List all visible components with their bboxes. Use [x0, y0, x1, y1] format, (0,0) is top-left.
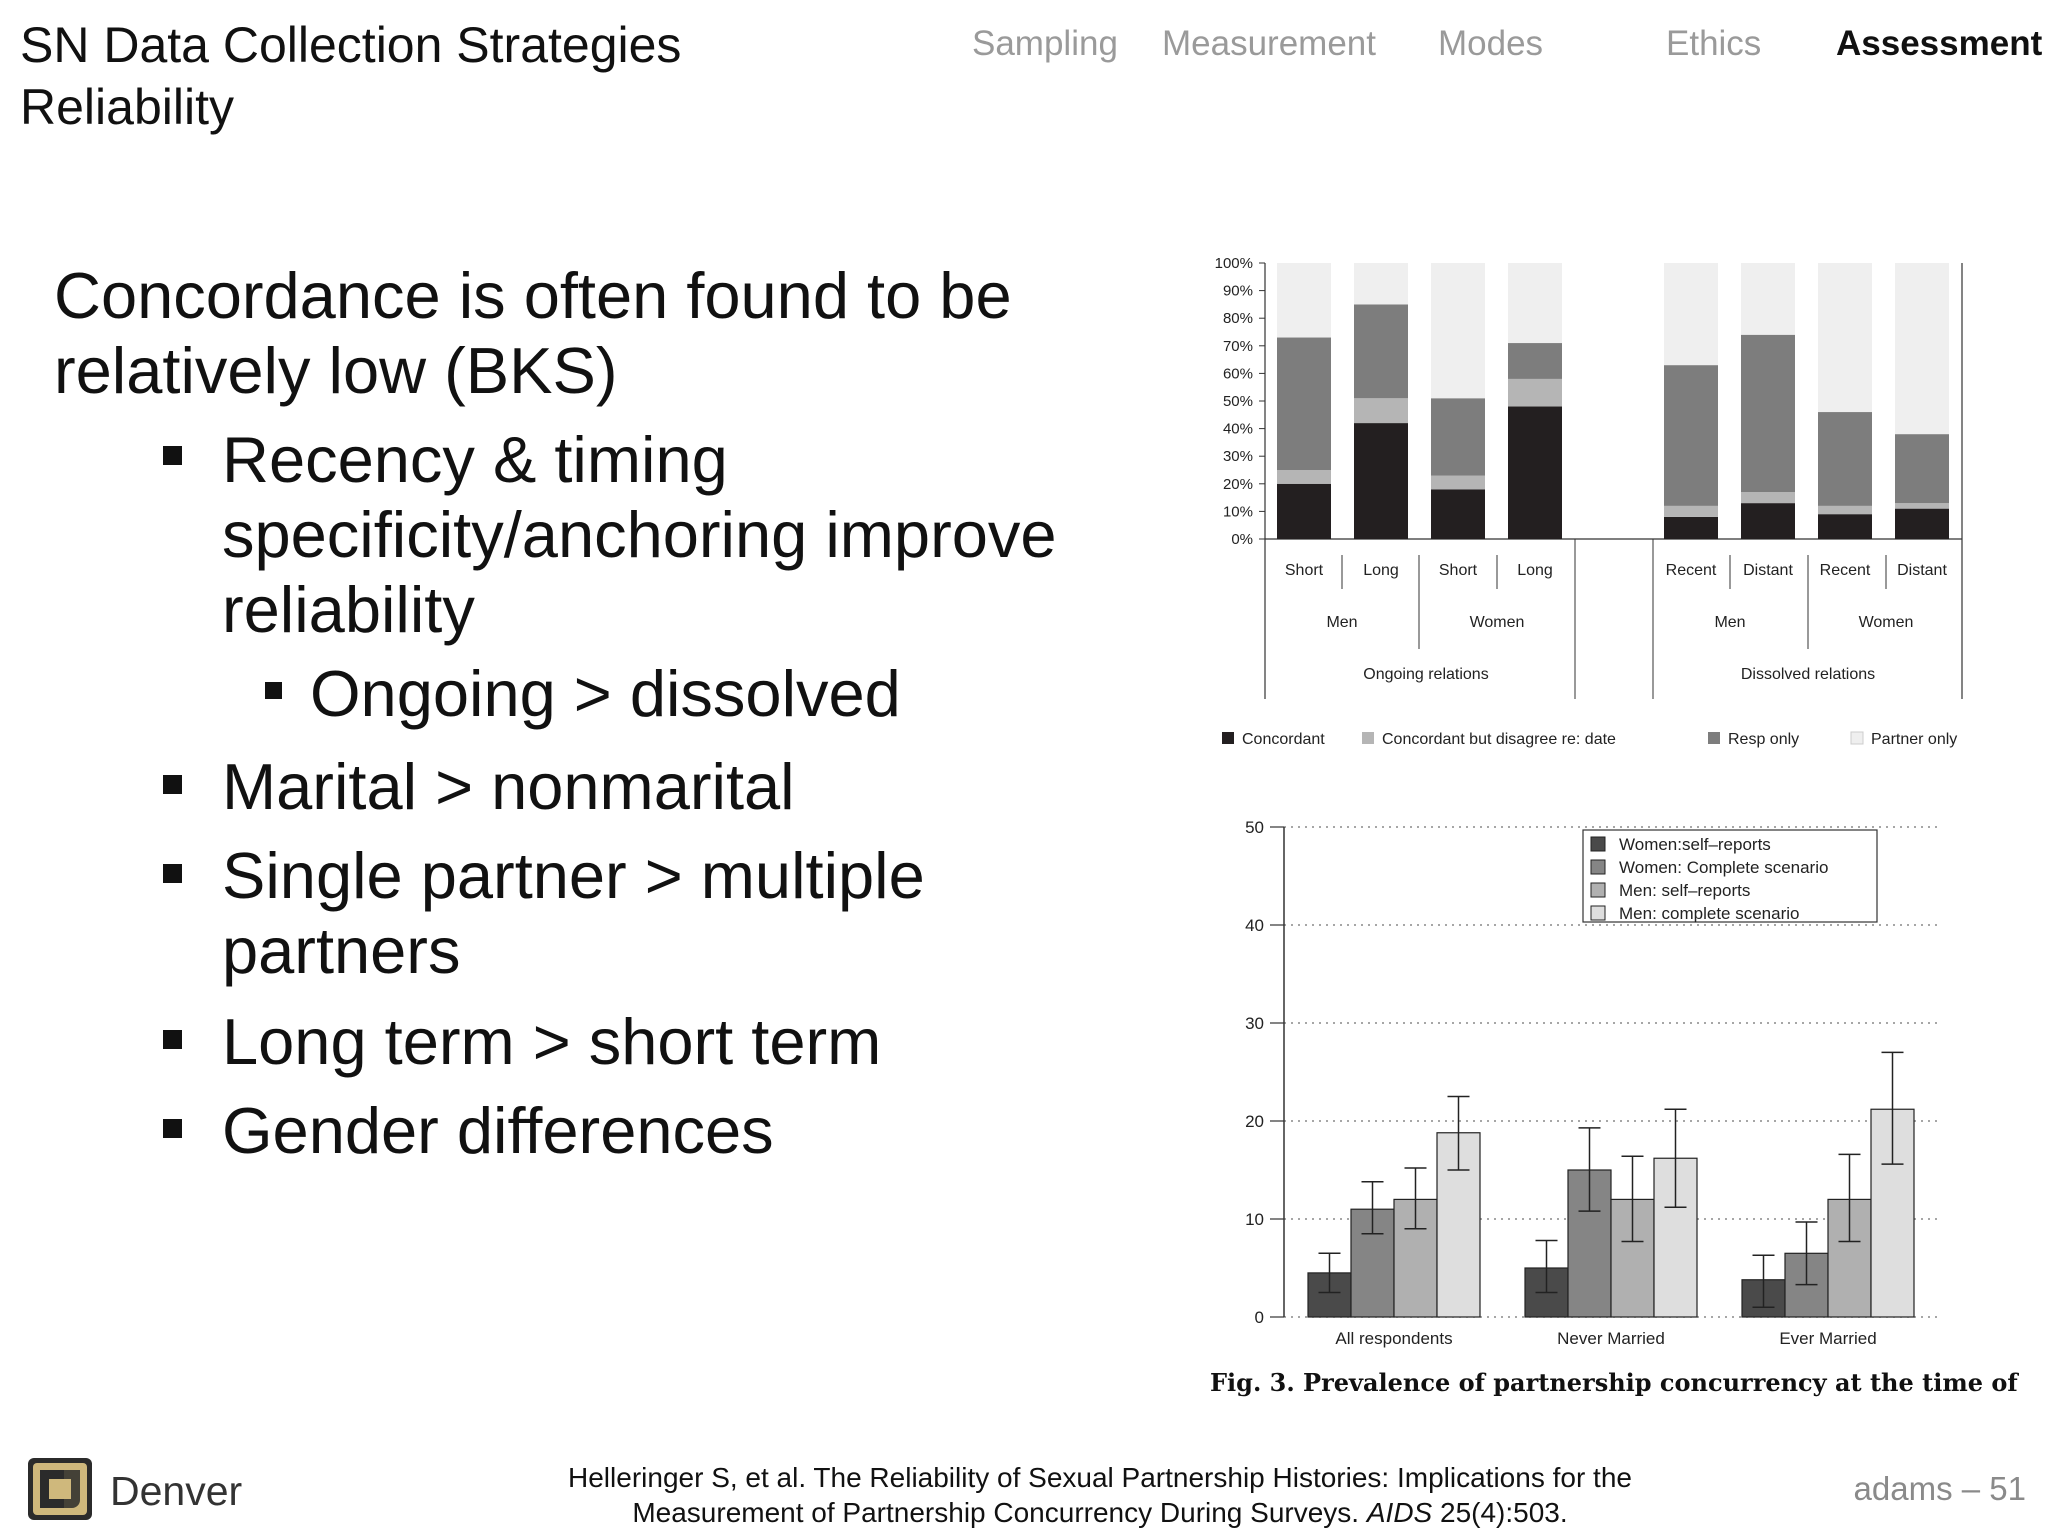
bar-resp-only [1741, 335, 1795, 492]
bar-concordant [1431, 489, 1485, 539]
page-number: adams – 51 [1853, 1470, 2026, 1507]
y-tick-label: 80% [1222, 310, 1253, 328]
bullet-long-term: Long term > short term [222, 1005, 882, 1078]
bar-partner-only [1741, 263, 1795, 335]
slide-title-line2: Reliability [20, 79, 234, 135]
legend-label: Men: self–reports [1619, 881, 1751, 900]
main-heading-line2: relatively low (BKS) [54, 334, 618, 407]
bullet-marker [163, 1119, 182, 1138]
figure-caption: Fig. 3. Prevalence of partnership concurrency at the time of [1210, 1368, 2018, 1397]
nav-measurement[interactable]: Measurement [1162, 24, 1376, 63]
bar-resp-only [1431, 398, 1485, 475]
y-tick-label: 0 [1254, 1308, 1264, 1327]
citation-journal: AIDS [1366, 1497, 1433, 1528]
legend-swatch [1708, 732, 1720, 744]
bullet-recency-line1: Recency & timing [222, 423, 728, 496]
bullet-recency-line2: specificity/anchoring improve [222, 498, 1057, 571]
legend-label: Men: complete scenario [1619, 904, 1800, 923]
bar-resp-only [1354, 304, 1408, 398]
x-tick-label: Long [1363, 562, 1399, 579]
y-tick-label: 10% [1222, 503, 1253, 521]
super-group-label: Ongoing relations [1363, 666, 1489, 683]
legend-swatch [1362, 732, 1374, 744]
bullet-gender: Gender differences [222, 1094, 774, 1167]
legend-swatch [1591, 883, 1605, 897]
y-tick-label: 90% [1222, 282, 1253, 300]
legend-label: Women:self–reports [1619, 835, 1771, 854]
group-label: Women [1858, 614, 1914, 631]
y-tick-label: 70% [1222, 337, 1253, 355]
bar-partner-only [1431, 263, 1485, 398]
bar-concordant-disagree-date [1508, 379, 1562, 407]
citation-volume: 25(4):503. [1432, 1497, 1568, 1528]
bar-concordant [1741, 503, 1795, 539]
x-tick-label: Short [1284, 562, 1324, 579]
bar-concordant [1354, 423, 1408, 539]
x-tick-label: Distant [1897, 562, 1947, 579]
bullet-marker [163, 446, 182, 465]
bullet-recency-line3: reliability [222, 573, 475, 646]
y-tick-label: 20 [1245, 1112, 1264, 1131]
bullet-single-partner [222, 838, 925, 988]
bullet-marker [163, 864, 182, 883]
legend-swatch [1591, 837, 1605, 851]
bar-partner-only [1277, 263, 1331, 338]
cu-logo-icon [26, 1456, 94, 1522]
bullet-single-partner-line1: Single partner > multiple [222, 839, 925, 912]
x-tick-label: Ever Married [1779, 1329, 1877, 1348]
legend-swatch [1851, 732, 1863, 744]
bullet-marital: Marital > nonmarital [222, 750, 795, 823]
x-tick-label: All respondents [1335, 1329, 1453, 1348]
main-heading [54, 258, 1154, 408]
legend-label: Concordant [1242, 731, 1325, 748]
bullet-marker [163, 1030, 182, 1049]
x-tick-label: Recent [1819, 562, 1871, 579]
bar-resp-only [1895, 434, 1949, 503]
bar-partner-only [1895, 263, 1949, 434]
citation [420, 1460, 1780, 1530]
y-tick-label: 50% [1222, 393, 1253, 410]
nav-sampling[interactable]: Sampling [972, 24, 1118, 63]
logo-text: Denver [110, 1468, 243, 1514]
y-tick-label: 30% [1222, 448, 1253, 466]
bar-resp-only [1664, 365, 1718, 506]
bar-concordant [1818, 514, 1872, 539]
grouped-bar-chart [1200, 800, 1980, 1360]
bar-concordant [1664, 517, 1718, 539]
bar-partner-only [1508, 263, 1562, 343]
nav-modes[interactable]: Modes [1438, 24, 1544, 63]
stacked-bar-chart [1200, 248, 1980, 758]
y-tick-label: 100% [1214, 255, 1253, 272]
y-tick-label: 0% [1231, 531, 1253, 548]
bar-resp-only [1818, 412, 1872, 506]
bar-concordant [1508, 407, 1562, 539]
citation-line2 [420, 1495, 1780, 1530]
slide-title-line1: SN Data Collection Strategies [20, 17, 682, 73]
super-group-label: Dissolved relations [1740, 666, 1876, 683]
legend-swatch [1591, 860, 1605, 874]
bar-partner-only [1354, 263, 1408, 304]
citation-line1: Helleringer S, et al. The Reliability of Sexual Partnership Histories: Implications for the [568, 1462, 1632, 1493]
x-tick-label: Short [1438, 562, 1478, 579]
y-tick-label: 30 [1245, 1014, 1264, 1033]
sub-bullet-ongoing: Ongoing > dissolved [310, 657, 901, 730]
x-tick-label: Distant [1743, 562, 1793, 579]
legend-label: Partner only [1871, 731, 1958, 748]
bar-partner-only [1664, 263, 1718, 365]
x-tick-label: Recent [1665, 562, 1717, 579]
bar-partner-only [1818, 263, 1872, 412]
bullet-single-partner-line2: partners [222, 914, 461, 987]
y-tick-label: 10 [1245, 1210, 1264, 1229]
legend-label: Women: Complete scenario [1619, 858, 1829, 877]
bar-concordant-disagree-date [1818, 506, 1872, 514]
bar-concordant-disagree-date [1277, 470, 1331, 484]
citation-text: Measurement of Partnership Concurrency During Surveys. [632, 1497, 1367, 1528]
bar-concordant-disagree-date [1895, 503, 1949, 509]
bar-concordant-disagree-date [1431, 476, 1485, 490]
slide-title [20, 14, 681, 138]
bar-resp-only [1277, 338, 1331, 470]
x-tick-label: Never Married [1557, 1329, 1665, 1348]
bar-concordant [1895, 509, 1949, 539]
y-tick-label: 20% [1222, 475, 1253, 493]
y-tick-label: 40 [1245, 916, 1264, 935]
group-label: Women [1469, 614, 1525, 631]
y-tick-label: 60% [1222, 365, 1253, 383]
nav-assessment[interactable]: Assessment [1836, 24, 2043, 63]
y-tick-label: 40% [1222, 420, 1253, 438]
main-heading-line1: Concordance is often found to be [54, 259, 1012, 332]
bar-concordant-disagree-date [1664, 506, 1718, 517]
bar-concordant-disagree-date [1354, 398, 1408, 423]
y-tick-label: 50 [1245, 818, 1264, 837]
bullet-recency [222, 422, 1182, 647]
legend-swatch [1591, 906, 1605, 920]
x-tick-label: Long [1517, 562, 1553, 579]
group-label: Men [1714, 614, 1746, 631]
bar-concordant [1277, 484, 1331, 539]
bullet-marker [163, 775, 182, 794]
sub-bullet-marker [265, 682, 282, 699]
legend-label: Resp only [1728, 731, 1800, 748]
bar-resp-only [1508, 343, 1562, 379]
legend-swatch [1222, 732, 1234, 744]
group-label: Men [1326, 614, 1358, 631]
bar-concordant-disagree-date [1741, 492, 1795, 503]
legend-label: Concordant but disagree re: date [1382, 731, 1616, 748]
nav-ethics[interactable]: Ethics [1666, 24, 1762, 63]
